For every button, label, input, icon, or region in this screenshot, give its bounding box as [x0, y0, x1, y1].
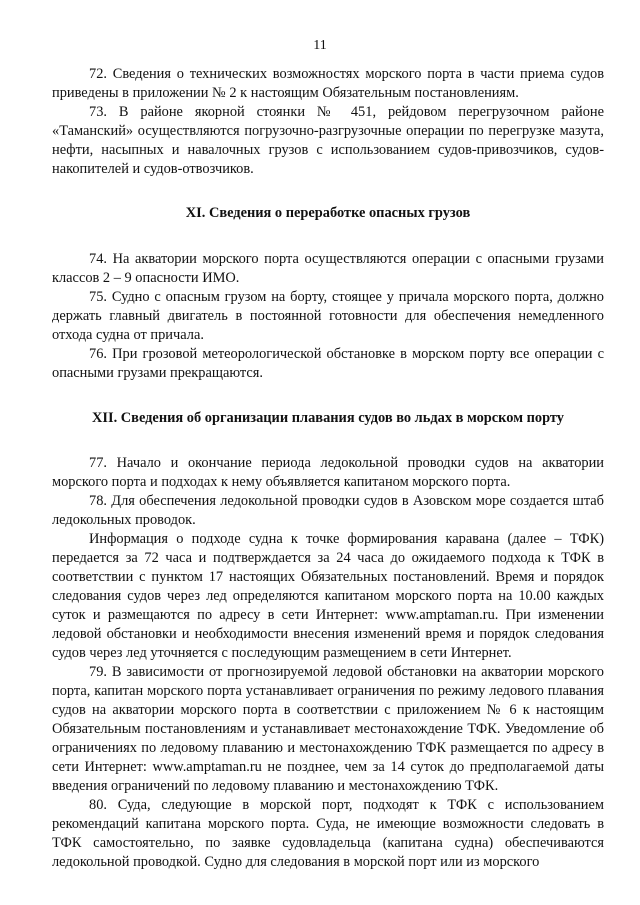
paragraph-79: 79. В зависимости от прогнозируемой ледовой обстановки на акватории морского порта, капитан морского порта устанавливает ограничения по режиму ледового плавания судов на акватории морского порта в соответствии с приложением № 6 к настоящим Обязательным постановлениям и устанавливает местонахождение ТФК. Уведомление об ограничениях по ледовому плаванию и местонахождению ТФК размещается по адресу в сети Интернет: www.amptaman.ru не позднее, чем за 14 суток до предполагаемой даты введения ограничений по ледовому плаванию и местонахождению ТФК.: [52, 664, 604, 794]
paragraph-72: 72. Сведения о технических возможностях морского порта в части приема судов приведены в приложении № 2 к настоящим Обязательным постановлениям.: [52, 66, 604, 101]
paragraph-76: 76. При грозовой метеорологической обстановке в морском порту все операции с опасными грузами прекращаются.: [52, 346, 604, 381]
page-number: 11: [313, 38, 327, 53]
paragraph-77: 77. Начало и окончание периода ледокольной проводки судов на акватории морского порта и подходах к нему объявляется капитаном морского порта.: [52, 455, 604, 490]
paragraph-73: 73. В районе якорной стоянки № 451, рейдовом перегрузочном районе «Таманский» осуществляются погрузочно-разгрузочные операции по перегрузке мазута, нефти, насыпных и навалочных грузов с использованием судов-привозчиков, судов-накопителей и судов-отвозчиков.: [52, 104, 604, 177]
paragraph-75: 75. Судно с опасным грузом на борту, стоящее у причала морского порта, должно держать главный двигатель в постоянной готовности для обеспечения немедленного отхода судна от причала.: [52, 289, 604, 343]
paragraph-80: 80. Суда, следующие в морской порт, подходят к ТФК с использованием рекомендаций капитана морского порта. Суда, не имеющие возможности следовать в ТФК самостоятельно, по заявке судовладельца (капитана судна) обеспечиваются ледокольной проводкой. Судно для следования в морской порт или из морского: [52, 797, 604, 870]
paragraph-78-info: Информация о подходе судна к точке формирования каравана (далее – ТФК) передается за 72 часа и подтверждается за 24 часа до ожидаемого подхода к ТФК в соответствии с пунктом 17 настоящих Обязательных постановлений. Время и порядок следования судов через лед определяются капитаном морского порта на 10.00 каждых суток и размещаются по адресу в сети Интернет: www.amptaman.ru. При изменении ледовой обстановки и необходимости внесения изменений время и порядок следования судов через лед уточняется с последующим размещением в сети Интернет.: [52, 531, 604, 661]
section-heading-xi: XI. Сведения о переработке опасных грузов: [185, 205, 471, 221]
paragraph-78: 78. Для обеспечения ледокольной проводки судов в Азовском море создается штаб ледокольных проводок.: [52, 493, 604, 528]
paragraph-74: 74. На акватории морского порта осуществляются операции с опасными грузами классов 2 – 9 опасности ИМО.: [52, 251, 604, 286]
section-heading-xii: XII. Сведения об организации плавания судов во льдах в морском порту: [92, 410, 564, 426]
page-content: [52, 65, 604, 872]
